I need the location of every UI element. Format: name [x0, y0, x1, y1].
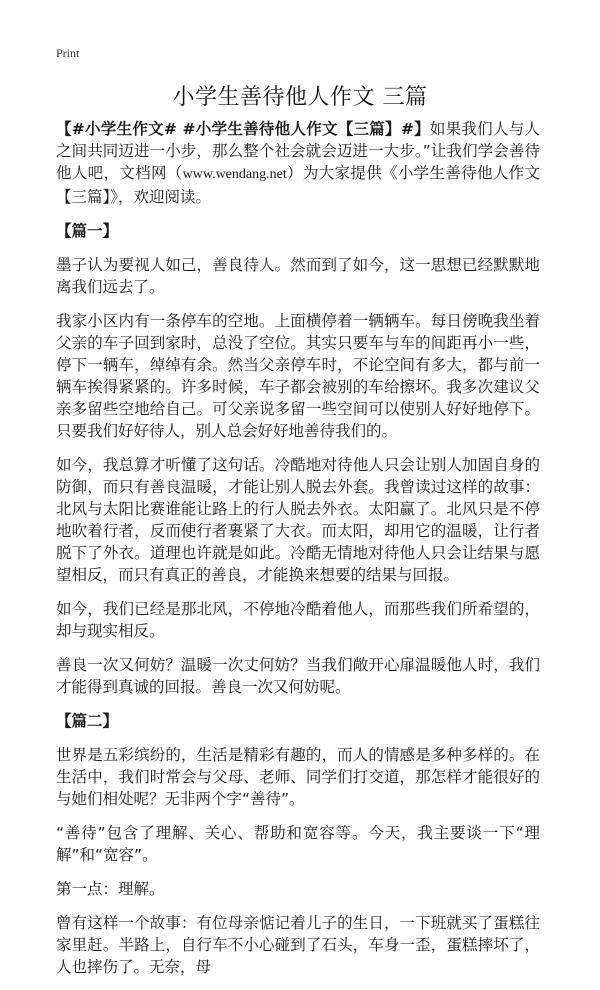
print-label[interactable]: Print: [56, 46, 80, 60]
paragraph: 善良一次又何妨？温暖一次丈何妨？当我们敞开心扉温暖他人时，我们才能得到真诚的回报。善良一次又何妨呢。: [56, 656, 540, 696]
paragraph: 第一点：理解。: [56, 880, 165, 898]
intro-tags: 【#小学生作文# #小学生善待他人作文【三篇】#】: [56, 120, 430, 138]
section-heading-2: 【篇二】: [56, 712, 119, 730]
paragraph: 如今，我们已经是那北风，不停地冷酷着他人，而那些我们所希望的，却与现实相反。: [56, 600, 540, 640]
paragraph: “善待”包含了理解、关心、帮助和宽容等。今天，我主要谈一下“理解”和“宽容”。: [56, 824, 540, 864]
paragraph: 世界是五彩缤纷的，生活是精彩有趣的，而人的情感是多种多样的。在生活中，我们时常会与父母、老师、同学们打交道，那怎样才能很好的与她们相处呢？无非两个字“善待”。: [56, 746, 540, 808]
intro-text: 如果我们人与人之间共同迈进一小步，那么整个社会就会迈进一大步。”让我们学会善待他人吧，文档网（: [56, 120, 540, 182]
paragraph: 墨子认为要视人如己，善良待人。然而到了如今，这一思想已经默默地离我们远去了。: [56, 256, 540, 296]
paragraph: 曾有这样一个故事：有位母亲惦记着儿子的生日，一下班就买了蛋糕往家里赶。半路上，自行车不小心碰到了石头，车身一歪，蛋糕摔坏了，人也摔伤了。无奈，母: [56, 914, 540, 976]
site-link[interactable]: www.wendang.net: [182, 167, 287, 182]
document-title: 小学生善待他人作文 三篇: [172, 85, 428, 110]
intro-paragraph: [56, 118, 540, 208]
intro-text-end: ）为大家提供《小学生善待他人作文【三篇】》，欢迎阅读。: [56, 164, 540, 206]
paragraph: 如今，我总算才听懂了这句话。冷酷地对待他人只会让别人加固自身的防御，而只有善良温暖，才能让别人脱去外套。我曾读过这样的故事：北风与太阳比赛谁能让路上的行人脱去外衣。太阳赢了。北风只是不停地吹着行者，反而使行者裹紧了大衣。而太阳，却用它的温暖，让行者脱下了外衣。道理也许就是如此。冷酷无情地对待他人只会让结果与愿望相反，而只有真正的善良，才能换来想要的结果与回报。: [56, 456, 540, 584]
document-body: [56, 118, 540, 990]
section-heading-1: 【篇一】: [56, 222, 119, 240]
paragraph: 我家小区内有一条停车的空地。上面横停着一辆辆车。每日傍晚我坐着父亲的车子回到家时，总没了空位。其实只要车与车的间距再小一些，停下一辆车，绰绰有余。然当父亲停车时，不论空间有多大，都与前一辆车挨得紧紧的。许多时候，车子都会被别的车给擦坏。我多次建议父亲多留些空地给自己。可父亲说多留一些空间可以使别人好好地停下。只要我们好好待人，别人总会好好地善待我们的。: [56, 312, 540, 440]
